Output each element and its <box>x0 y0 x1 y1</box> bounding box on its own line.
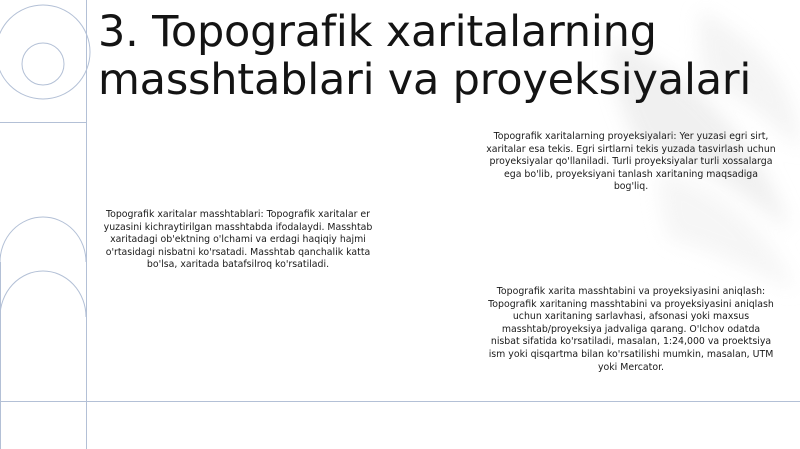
paragraph-identify: Topografik xarita masshtabini va proyeksiyasini aniqlash: Topografik xaritaning masshtabini va proyeksiyasini aniqlash uchun xaritaning sarlavhasi, afsonasi yoki maxsus masshtab/proyeksiya jadvaliga qarang. O'lchov odatda nisbat sifatida ko'rsatiladi, masalan, 1:24,000 va proektsiya ism yoki qisqartma bilan ko'rsatilishi mumkin, masalan, UTM yoki Mercator. <box>488 286 774 373</box>
slide-title: 3. Topografik xaritalarning masshtablari va proyeksiyalari <box>98 7 752 105</box>
paragraph-scales: Topografik xaritalar masshtablari: Topografik xaritalar er yuzasini kichraytirilgan masshtabda ifodalaydi. Masshtab xaritadagi ob'ektning o'lchami va erdagi haqiqiy hajmi o'rtasidagi nisbatni ko'rsatadi. Masshtab qanchalik katta bo'lsa, xaritada batafsilroq ko'rsatiladi. <box>103 209 373 271</box>
paragraph-projections: Topografik xaritalarning proyeksiyalari: Yer yuzasi egri sirt, xaritalar esa tekis. Egri sirtlarni tekis yuzada tasvirlash uchun proyeksiyalar qo'llaniladi. Turli proyeksiyalar turli xossalarga ega bo'lib, proyeksiyani tanlash xaritaning maqsadiga bog'liq. <box>486 131 776 193</box>
